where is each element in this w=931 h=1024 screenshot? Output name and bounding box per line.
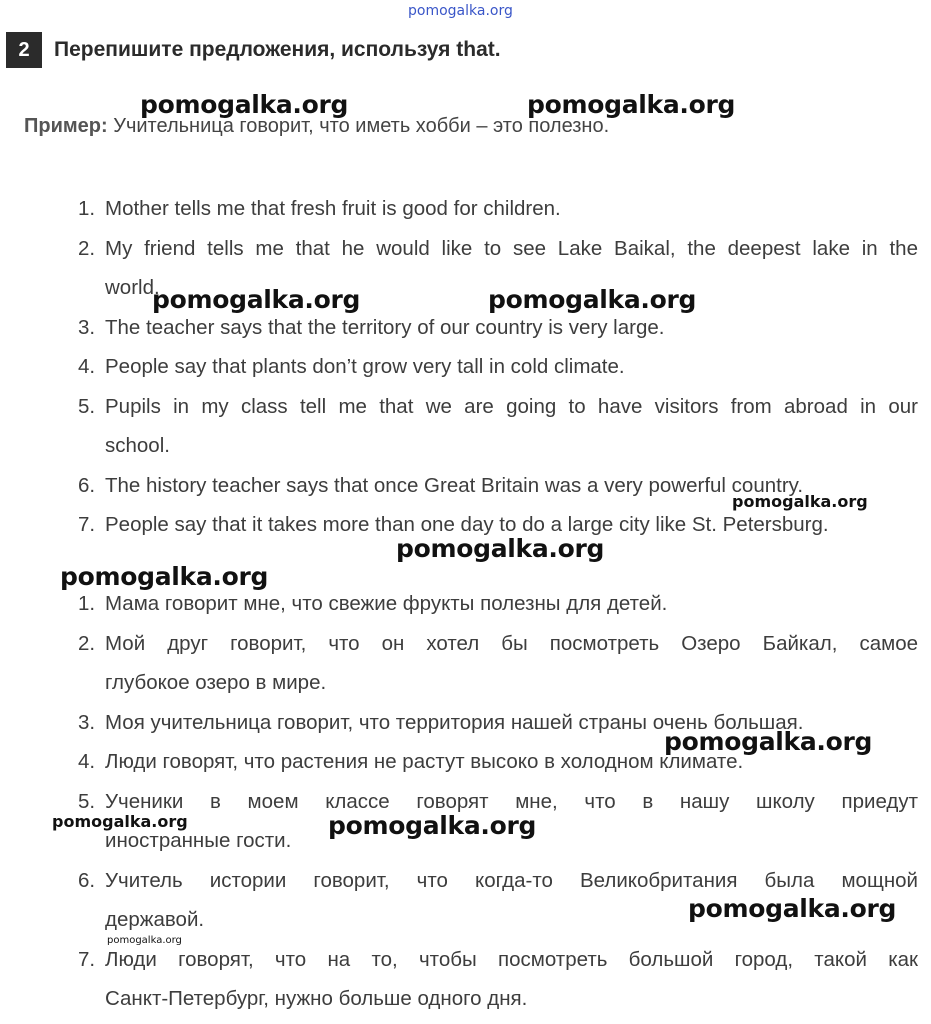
list-item: 3. Моя учительница говорит, что территория нашей страны очень большая.: [78, 710, 804, 734]
example-text: Учительница говорит, что иметь хобби – это полезно.: [113, 115, 610, 137]
watermark-top: pomogalka.org: [408, 3, 513, 19]
list-item: 6. Учитель истории говорит, что когда-то Великобритания была мощной державой.: [78, 868, 918, 931]
watermark: pomogalka.org: [60, 562, 269, 591]
list-item: 2. My friend tells me that he would like to see Lake Baikal, the deepest lake in the world.: [78, 236, 918, 299]
list-item: 5. Pupils in my class tell me that we are going to have visitors from abroad in our school.: [78, 394, 918, 457]
list-item: 7. People say that it takes more than one day to do a large city like St. Petersburg.: [78, 513, 829, 536]
list-item: 3. The teacher says that the territory of our country is very large.: [78, 315, 665, 339]
watermark: pomogalka.org: [152, 285, 361, 314]
list-item: 6. The history teacher says that once Great Britain was a very powerful country.: [78, 473, 804, 497]
list-item: 4. Люди говорят, что растения не растут высоко в холодном климате.: [78, 750, 744, 773]
task-number-badge: 2: [6, 32, 42, 68]
russian-sentence-list: [78, 584, 918, 1019]
list-item: 4. People say that plants don’t grow very tall in cold climate.: [78, 355, 625, 378]
list-item: 1. Мама говорит мне, что свежие фрукты полезны для детей.: [78, 592, 668, 615]
task-header: [6, 32, 501, 68]
list-item: 1. Mother tells me that fresh fruit is good for children.: [78, 197, 561, 220]
watermark: pomogalka.org: [664, 727, 873, 756]
task-title: Перепишите предложения, используя that.: [54, 38, 501, 61]
watermark: pomogalka.org: [396, 534, 605, 563]
list-item: 2. Мой друг говорит, что он хотел бы посмотреть Озеро Байкал, самое глубокое озеро в мире.: [78, 631, 918, 694]
watermark: pomogalka.org: [527, 90, 736, 119]
watermark: pomogalka.org: [488, 285, 697, 314]
list-item: 5. Ученики в моем классе говорят мне, что в нашу школу приедут иностранные гости.: [78, 789, 918, 852]
list-item: 7. Люди говорят, что на то, чтобы посмотреть большой город, такой как Санкт-Петербург, нужно больше одного дня.: [78, 947, 918, 1010]
watermark: pomogalka.org: [732, 492, 868, 511]
watermark: pomogalka.org: [140, 90, 349, 119]
watermark: pomogalka.org: [688, 894, 897, 923]
watermark: pomogalka.org: [328, 811, 537, 840]
example-label: Пример:: [24, 115, 108, 137]
watermark: pomogalka.org: [107, 935, 182, 946]
watermark: pomogalka.org: [52, 812, 188, 831]
